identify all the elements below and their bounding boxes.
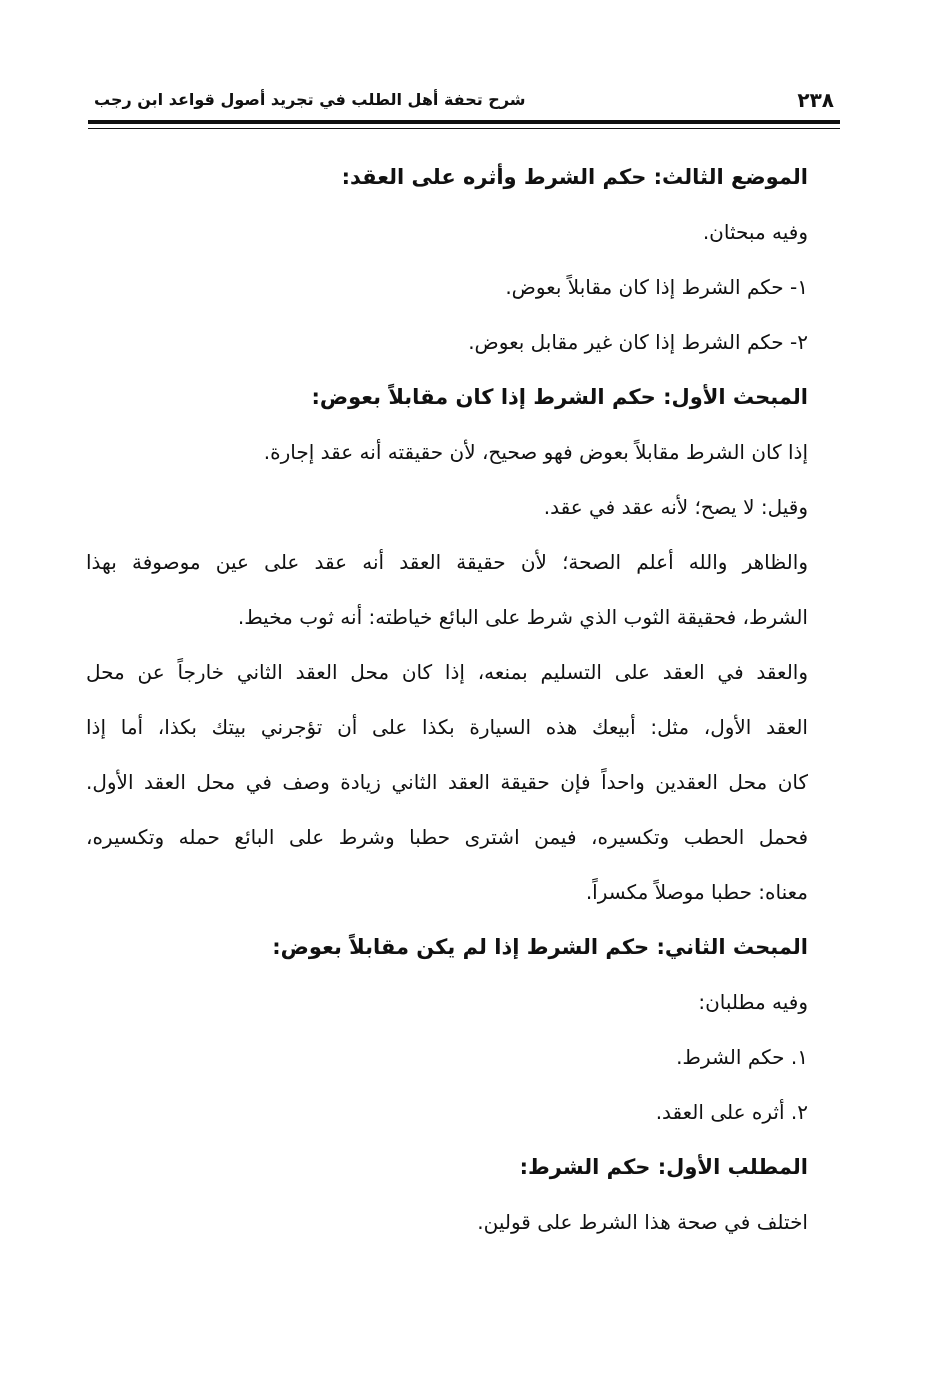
list-item: ٢. أثره على العقد. xyxy=(655,1100,808,1124)
list-item: ١. حكم الشرط. xyxy=(676,1045,808,1069)
running-title: شرح تحفة أهل الطلب في تجريد أصول قواعد ابن رجب xyxy=(94,90,526,109)
subsection-heading: المبحث الثاني: حكم الشرط إذا لم يكن مقابلاً بعوض: xyxy=(272,935,808,959)
subsubsection-heading: المطلب الأول: حكم الشرط: xyxy=(519,1155,808,1179)
page-number: ٢٣٨ xyxy=(797,88,834,112)
paragraph-line: إذا كان الشرط مقابلاً بعوض فهو صحيح، لأن حقيقته أنه عقد إجارة. xyxy=(263,440,808,464)
section-heading: الموضع الثالث: حكم الشرط وأثره على العقد: xyxy=(341,165,808,189)
paragraph-line: العقد الأول، مثل: أبيعك هذه السيارة بكذا على أن تؤجرني بيتك بكذا، أما إذا xyxy=(86,715,808,739)
body-text xyxy=(86,150,808,1250)
header-rule-thick xyxy=(88,120,840,124)
paragraph-line: الشرط، فحقيقة الثوب الذي شرط على البائع خياطته: أنه ثوب مخيط. xyxy=(237,605,808,629)
paragraph-line: فحمل الحطب وتكسيره، فيمن اشترى حطبا وشرط على البائع حمله وتكسيره، xyxy=(86,825,808,849)
paragraph-line: والظاهر والله أعلم الصحة؛ لأن حقيقة العقد أنه عقد على عين موصوفة بهذا xyxy=(86,550,808,574)
header-rule-thin xyxy=(88,128,840,129)
list-item: ١- حكم الشرط إذا كان مقابلاً بعوض. xyxy=(505,275,808,299)
paragraph-line: وفيه مطلبان: xyxy=(698,990,808,1014)
list-item: ٢- حكم الشرط إذا كان غير مقابل بعوض. xyxy=(468,330,808,354)
page-header xyxy=(88,84,840,124)
paragraph-line: اختلف في صحة هذا الشرط على قولين. xyxy=(477,1210,808,1234)
paragraph-line: وفيه مبحثان. xyxy=(702,220,808,244)
paragraph-line: معناه: حطبا موصلاً مكسراً. xyxy=(585,880,808,904)
paragraph-line: والعقد في العقد على التسليم بمنعه، إذا كان محل العقد الثاني خارجاً عن محل xyxy=(86,660,808,684)
subsection-heading: المبحث الأول: حكم الشرط إذا كان مقابلاً بعوض: xyxy=(311,385,808,409)
paragraph-line: وقيل: لا يصح؛ لأنه عقد في عقد. xyxy=(543,495,808,519)
paragraph-line: كان محل العقدين واحداً فإن حقيقة العقد الثاني زيادة وصف في محل العقد الأول. xyxy=(86,770,808,794)
